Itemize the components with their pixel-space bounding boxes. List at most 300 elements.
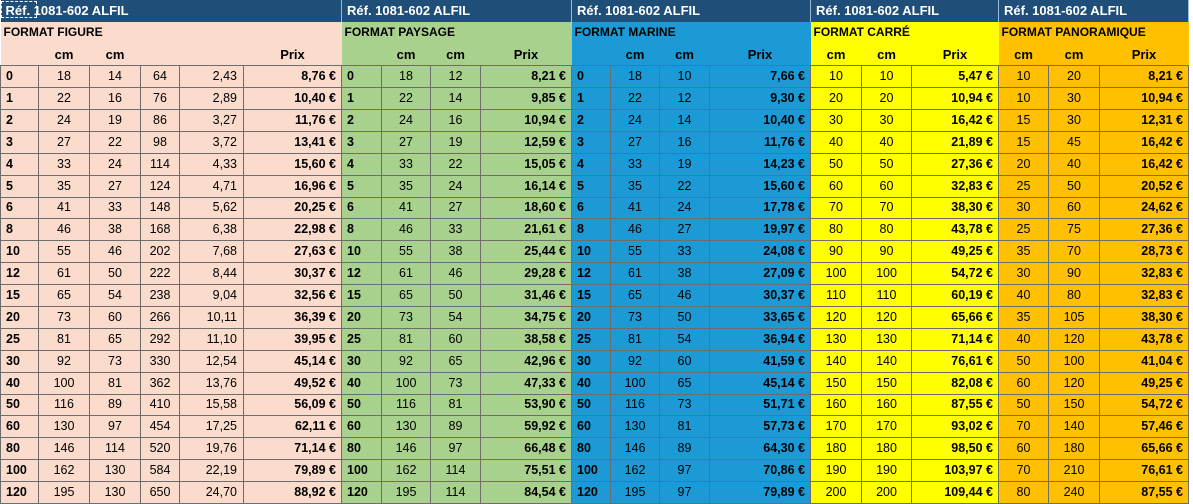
table-cell[interactable]: 30 xyxy=(811,109,862,131)
price-cell[interactable]: 103,97 € xyxy=(912,460,999,482)
table-cell[interactable]: 150 xyxy=(1049,394,1100,416)
table-cell[interactable]: 4,33 xyxy=(180,153,244,175)
price-cell[interactable]: 71,14 € xyxy=(244,438,342,460)
table-cell[interactable]: 4,71 xyxy=(180,175,244,197)
row-size-label[interactable]: 80 xyxy=(1,438,39,460)
price-cell[interactable]: 32,83 € xyxy=(1100,285,1189,307)
table-cell[interactable]: 200 xyxy=(811,482,862,504)
table-cell[interactable]: 520 xyxy=(141,438,180,460)
table-cell[interactable]: 10 xyxy=(660,66,710,88)
row-size-label[interactable]: 10 xyxy=(1,241,39,263)
price-cell[interactable]: 12,59 € xyxy=(481,131,572,153)
table-cell[interactable]: 70 xyxy=(862,197,912,219)
table-cell[interactable]: 80 xyxy=(811,219,862,241)
row-size-label[interactable]: 60 xyxy=(342,416,382,438)
table-cell[interactable]: 110 xyxy=(862,285,912,307)
table-cell[interactable]: 55 xyxy=(611,241,660,263)
table-cell[interactable]: 60 xyxy=(431,328,481,350)
price-cell[interactable]: 25,44 € xyxy=(481,241,572,263)
table-cell[interactable]: 180 xyxy=(1049,438,1100,460)
price-cell[interactable]: 43,78 € xyxy=(1100,328,1189,350)
table-cell[interactable]: 40 xyxy=(811,131,862,153)
table-cell[interactable]: 24 xyxy=(431,175,481,197)
price-cell[interactable]: 14,23 € xyxy=(710,153,811,175)
table-cell[interactable]: 7,68 xyxy=(180,241,244,263)
table-cell[interactable]: 100 xyxy=(39,372,90,394)
price-cell[interactable]: 20,52 € xyxy=(1100,175,1189,197)
price-cell[interactable]: 10,94 € xyxy=(481,109,572,131)
price-cell[interactable]: 79,89 € xyxy=(244,460,342,482)
row-size-label[interactable]: 100 xyxy=(572,460,611,482)
price-cell[interactable]: 12,31 € xyxy=(1100,109,1189,131)
table-cell[interactable]: 130 xyxy=(611,416,660,438)
table-cell[interactable]: 140 xyxy=(811,350,862,372)
price-cell[interactable]: 27,63 € xyxy=(244,241,342,263)
price-cell[interactable]: 76,61 € xyxy=(1100,460,1189,482)
column-header[interactable] xyxy=(342,44,382,66)
row-size-label[interactable]: 100 xyxy=(1,460,39,482)
table-cell[interactable]: 150 xyxy=(862,372,912,394)
table-cell[interactable]: 130 xyxy=(811,328,862,350)
table-cell[interactable]: 10 xyxy=(811,66,862,88)
row-size-label[interactable]: 2 xyxy=(572,109,611,131)
price-cell[interactable]: 75,51 € xyxy=(481,460,572,482)
row-size-label[interactable]: 40 xyxy=(1,372,39,394)
table-cell[interactable]: 70 xyxy=(1049,241,1100,263)
row-size-label[interactable]: 0 xyxy=(342,66,382,88)
column-header[interactable]: cm xyxy=(811,44,862,66)
table-cell[interactable]: 162 xyxy=(382,460,431,482)
row-size-label[interactable]: 12 xyxy=(342,263,382,285)
table-cell[interactable]: 61 xyxy=(39,263,90,285)
table-cell[interactable]: 27 xyxy=(660,219,710,241)
price-cell[interactable]: 53,90 € xyxy=(481,394,572,416)
price-cell[interactable]: 27,36 € xyxy=(912,153,999,175)
row-size-label[interactable]: 12 xyxy=(1,263,39,285)
table-cell[interactable]: 98 xyxy=(141,131,180,153)
table-cell[interactable]: 5,62 xyxy=(180,197,244,219)
row-size-label[interactable]: 2 xyxy=(342,109,382,131)
row-size-label[interactable]: 25 xyxy=(1,328,39,350)
table-cell[interactable]: 116 xyxy=(39,394,90,416)
price-cell[interactable]: 51,71 € xyxy=(710,394,811,416)
table-cell[interactable]: 202 xyxy=(141,241,180,263)
table-cell[interactable]: 120 xyxy=(862,306,912,328)
row-size-label[interactable]: 8 xyxy=(342,219,382,241)
table-cell[interactable]: 60 xyxy=(1049,197,1100,219)
table-cell[interactable]: 60 xyxy=(660,350,710,372)
price-cell[interactable]: 41,59 € xyxy=(710,350,811,372)
row-size-label[interactable]: 10 xyxy=(572,241,611,263)
table-cell[interactable]: 65 xyxy=(382,285,431,307)
table-cell[interactable]: 24,70 xyxy=(180,482,244,504)
table-cell[interactable]: 73 xyxy=(382,306,431,328)
table-cell[interactable]: 20 xyxy=(862,88,912,110)
table-cell[interactable]: 114 xyxy=(90,438,141,460)
price-cell[interactable]: 10,40 € xyxy=(710,109,811,131)
table-cell[interactable]: 16 xyxy=(90,88,141,110)
table-cell[interactable]: 40 xyxy=(862,131,912,153)
price-cell[interactable]: 32,83 € xyxy=(1100,263,1189,285)
table-cell[interactable]: 162 xyxy=(39,460,90,482)
row-size-label[interactable]: 15 xyxy=(572,285,611,307)
table-cell[interactable]: 200 xyxy=(862,482,912,504)
column-header[interactable]: cm xyxy=(660,44,710,66)
table-cell[interactable]: 146 xyxy=(611,438,660,460)
table-cell[interactable]: 46 xyxy=(382,219,431,241)
table-cell[interactable]: 33 xyxy=(90,197,141,219)
table-cell[interactable]: 170 xyxy=(862,416,912,438)
table-cell[interactable]: 10 xyxy=(999,66,1049,88)
table-cell[interactable]: 18 xyxy=(611,66,660,88)
table-cell[interactable]: 18 xyxy=(39,66,90,88)
price-cell[interactable]: 21,89 € xyxy=(912,131,999,153)
table-cell[interactable]: 22 xyxy=(660,175,710,197)
table-cell[interactable]: 100 xyxy=(811,263,862,285)
row-size-label[interactable]: 4 xyxy=(1,153,39,175)
table-cell[interactable]: 120 xyxy=(1049,372,1100,394)
column-header[interactable]: cm xyxy=(611,44,660,66)
price-cell[interactable]: 16,96 € xyxy=(244,175,342,197)
price-cell[interactable]: 88,92 € xyxy=(244,482,342,504)
price-cell[interactable]: 38,58 € xyxy=(481,328,572,350)
price-cell[interactable]: 15,60 € xyxy=(710,175,811,197)
row-size-label[interactable]: 20 xyxy=(1,306,39,328)
table-cell[interactable]: 140 xyxy=(862,350,912,372)
table-cell[interactable]: 35 xyxy=(382,175,431,197)
row-size-label[interactable]: 120 xyxy=(1,482,39,504)
table-cell[interactable]: 81 xyxy=(660,416,710,438)
row-size-label[interactable]: 5 xyxy=(1,175,39,197)
table-cell[interactable]: 54 xyxy=(90,285,141,307)
price-cell[interactable]: 15,60 € xyxy=(244,153,342,175)
price-cell[interactable]: 8,76 € xyxy=(244,66,342,88)
table-cell[interactable]: 16 xyxy=(660,131,710,153)
table-cell[interactable]: 50 xyxy=(999,350,1049,372)
price-cell[interactable]: 45,14 € xyxy=(244,350,342,372)
table-cell[interactable]: 130 xyxy=(862,328,912,350)
price-cell[interactable]: 10,94 € xyxy=(912,88,999,110)
table-cell[interactable]: 70 xyxy=(999,416,1049,438)
price-cell[interactable]: 15,05 € xyxy=(481,153,572,175)
table-cell[interactable]: 162 xyxy=(611,460,660,482)
table-cell[interactable]: 168 xyxy=(141,219,180,241)
row-size-label[interactable]: 1 xyxy=(1,88,39,110)
table-cell[interactable]: 30 xyxy=(1049,88,1100,110)
row-size-label[interactable]: 40 xyxy=(572,372,611,394)
table-cell[interactable]: 45 xyxy=(1049,131,1100,153)
table-cell[interactable]: 148 xyxy=(141,197,180,219)
row-size-label[interactable]: 50 xyxy=(572,394,611,416)
table-cell[interactable]: 100 xyxy=(611,372,660,394)
table-cell[interactable]: 100 xyxy=(1049,350,1100,372)
price-cell[interactable]: 18,60 € xyxy=(481,197,572,219)
column-header[interactable]: cm xyxy=(90,44,141,66)
price-cell[interactable]: 28,73 € xyxy=(1100,241,1189,263)
table-cell[interactable]: 20 xyxy=(1049,66,1100,88)
price-cell[interactable]: 9,85 € xyxy=(481,88,572,110)
row-size-label[interactable]: 6 xyxy=(572,197,611,219)
price-cell[interactable]: 21,61 € xyxy=(481,219,572,241)
table-cell[interactable]: 190 xyxy=(811,460,862,482)
price-cell[interactable]: 82,08 € xyxy=(912,372,999,394)
table-cell[interactable]: 73 xyxy=(90,350,141,372)
table-cell[interactable]: 292 xyxy=(141,328,180,350)
price-cell[interactable]: 39,95 € xyxy=(244,328,342,350)
price-cell[interactable]: 11,76 € xyxy=(244,109,342,131)
table-cell[interactable]: 60 xyxy=(90,306,141,328)
table-cell[interactable]: 46 xyxy=(611,219,660,241)
row-size-label[interactable]: 4 xyxy=(342,153,382,175)
table-cell[interactable]: 30 xyxy=(999,263,1049,285)
price-cell[interactable]: 36,94 € xyxy=(710,328,811,350)
table-cell[interactable]: 90 xyxy=(1049,263,1100,285)
price-cell[interactable]: 98,50 € xyxy=(912,438,999,460)
table-cell[interactable]: 266 xyxy=(141,306,180,328)
table-cell[interactable]: 19 xyxy=(660,153,710,175)
table-cell[interactable]: 80 xyxy=(999,482,1049,504)
table-cell[interactable]: 22 xyxy=(90,131,141,153)
table-cell[interactable]: 33 xyxy=(39,153,90,175)
table-cell[interactable]: 46 xyxy=(39,219,90,241)
reference-label-panoramique[interactable]: Réf. 1081-602 ALFIL xyxy=(999,0,1189,22)
table-cell[interactable]: 114 xyxy=(431,460,481,482)
table-cell[interactable]: 170 xyxy=(811,416,862,438)
table-cell[interactable]: 24 xyxy=(39,109,90,131)
table-cell[interactable]: 160 xyxy=(862,394,912,416)
table-cell[interactable]: 70 xyxy=(999,460,1049,482)
price-cell[interactable]: 57,46 € xyxy=(1100,416,1189,438)
column-header[interactable]: Prix xyxy=(912,44,999,66)
table-cell[interactable]: 97 xyxy=(90,416,141,438)
table-cell[interactable]: 97 xyxy=(660,460,710,482)
table-cell[interactable]: 130 xyxy=(90,482,141,504)
table-cell[interactable]: 35 xyxy=(999,241,1049,263)
table-cell[interactable]: 116 xyxy=(611,394,660,416)
price-cell[interactable]: 22,98 € xyxy=(244,219,342,241)
table-cell[interactable]: 14 xyxy=(90,66,141,88)
price-cell[interactable]: 54,72 € xyxy=(1100,394,1189,416)
table-cell[interactable]: 81 xyxy=(39,328,90,350)
row-size-label[interactable]: 4 xyxy=(572,153,611,175)
table-cell[interactable]: 33 xyxy=(660,241,710,263)
table-cell[interactable]: 80 xyxy=(1049,285,1100,307)
table-cell[interactable]: 10 xyxy=(999,88,1049,110)
format-label-marine[interactable]: FORMAT MARINE xyxy=(572,22,811,44)
price-cell[interactable]: 64,30 € xyxy=(710,438,811,460)
table-cell[interactable]: 222 xyxy=(141,263,180,285)
table-cell[interactable]: 61 xyxy=(382,263,431,285)
column-header[interactable]: cm xyxy=(999,44,1049,66)
table-cell[interactable]: 124 xyxy=(141,175,180,197)
format-label-paysage[interactable]: FORMAT PAYSAGE xyxy=(342,22,572,44)
price-cell[interactable]: 16,42 € xyxy=(1100,131,1189,153)
table-cell[interactable]: 2,43 xyxy=(180,66,244,88)
table-cell[interactable]: 195 xyxy=(39,482,90,504)
column-header[interactable]: Prix xyxy=(244,44,342,66)
format-label-carre[interactable]: FORMAT CARRÉ xyxy=(811,22,999,44)
table-cell[interactable]: 54 xyxy=(660,328,710,350)
table-cell[interactable]: 114 xyxy=(141,153,180,175)
row-size-label[interactable]: 6 xyxy=(342,197,382,219)
table-cell[interactable]: 30 xyxy=(999,197,1049,219)
price-cell[interactable]: 41,04 € xyxy=(1100,350,1189,372)
price-cell[interactable]: 87,55 € xyxy=(912,394,999,416)
price-cell[interactable]: 30,37 € xyxy=(244,263,342,285)
table-cell[interactable]: 14 xyxy=(660,109,710,131)
table-cell[interactable]: 38 xyxy=(660,263,710,285)
table-cell[interactable]: 22 xyxy=(382,88,431,110)
table-cell[interactable]: 35 xyxy=(999,306,1049,328)
table-cell[interactable]: 3,72 xyxy=(180,131,244,153)
row-size-label[interactable]: 12 xyxy=(572,263,611,285)
table-cell[interactable]: 454 xyxy=(141,416,180,438)
table-cell[interactable]: 195 xyxy=(611,482,660,504)
table-cell[interactable]: 410 xyxy=(141,394,180,416)
table-cell[interactable]: 12 xyxy=(431,66,481,88)
price-cell[interactable]: 49,25 € xyxy=(1100,372,1189,394)
table-cell[interactable]: 180 xyxy=(811,438,862,460)
price-cell[interactable]: 8,21 € xyxy=(481,66,572,88)
table-cell[interactable]: 65 xyxy=(611,285,660,307)
table-cell[interactable]: 22 xyxy=(611,88,660,110)
price-cell[interactable]: 7,66 € xyxy=(710,66,811,88)
table-cell[interactable]: 73 xyxy=(39,306,90,328)
table-cell[interactable]: 27 xyxy=(382,131,431,153)
row-size-label[interactable]: 60 xyxy=(572,416,611,438)
row-size-label[interactable]: 3 xyxy=(572,131,611,153)
price-cell[interactable]: 65,66 € xyxy=(912,306,999,328)
table-cell[interactable]: 89 xyxy=(90,394,141,416)
table-cell[interactable]: 25 xyxy=(999,219,1049,241)
table-cell[interactable]: 33 xyxy=(431,219,481,241)
table-cell[interactable]: 73 xyxy=(431,372,481,394)
table-cell[interactable]: 24 xyxy=(660,197,710,219)
table-cell[interactable]: 97 xyxy=(660,482,710,504)
table-cell[interactable]: 13,76 xyxy=(180,372,244,394)
column-header[interactable]: Prix xyxy=(481,44,572,66)
table-cell[interactable]: 33 xyxy=(382,153,431,175)
price-cell[interactable]: 36,39 € xyxy=(244,306,342,328)
row-size-label[interactable]: 0 xyxy=(572,66,611,88)
table-cell[interactable]: 81 xyxy=(90,372,141,394)
reference-label-paysage[interactable]: Réf. 1081-602 ALFIL xyxy=(342,0,572,22)
table-cell[interactable]: 70 xyxy=(811,197,862,219)
table-cell[interactable]: 195 xyxy=(382,482,431,504)
price-cell[interactable]: 34,75 € xyxy=(481,306,572,328)
table-cell[interactable]: 41 xyxy=(382,197,431,219)
table-cell[interactable]: 50 xyxy=(90,263,141,285)
table-cell[interactable]: 12 xyxy=(660,88,710,110)
table-cell[interactable]: 75 xyxy=(1049,219,1100,241)
table-cell[interactable]: 35 xyxy=(611,175,660,197)
table-cell[interactable]: 76 xyxy=(141,88,180,110)
price-cell[interactable]: 57,73 € xyxy=(710,416,811,438)
price-cell[interactable]: 38,30 € xyxy=(912,197,999,219)
table-cell[interactable]: 140 xyxy=(1049,416,1100,438)
row-size-label[interactable]: 1 xyxy=(572,88,611,110)
price-cell[interactable]: 54,72 € xyxy=(912,263,999,285)
table-cell[interactable]: 8,44 xyxy=(180,263,244,285)
table-cell[interactable]: 46 xyxy=(431,263,481,285)
table-cell[interactable]: 22 xyxy=(39,88,90,110)
row-size-label[interactable]: 15 xyxy=(1,285,39,307)
table-cell[interactable]: 10,11 xyxy=(180,306,244,328)
table-cell[interactable]: 15 xyxy=(999,109,1049,131)
row-size-label[interactable]: 3 xyxy=(1,131,39,153)
price-cell[interactable]: 93,02 € xyxy=(912,416,999,438)
price-cell[interactable]: 43,78 € xyxy=(912,219,999,241)
row-size-label[interactable]: 10 xyxy=(342,241,382,263)
table-cell[interactable]: 25 xyxy=(999,175,1049,197)
price-cell[interactable]: 109,44 € xyxy=(912,482,999,504)
price-cell[interactable]: 49,52 € xyxy=(244,372,342,394)
price-cell[interactable]: 11,76 € xyxy=(710,131,811,153)
price-cell[interactable]: 79,89 € xyxy=(710,482,811,504)
row-size-label[interactable]: 50 xyxy=(342,394,382,416)
table-cell[interactable]: 60 xyxy=(999,438,1049,460)
table-cell[interactable]: 65 xyxy=(39,285,90,307)
row-size-label[interactable]: 8 xyxy=(1,219,39,241)
table-cell[interactable]: 89 xyxy=(431,416,481,438)
row-size-label[interactable]: 8 xyxy=(572,219,611,241)
table-cell[interactable]: 61 xyxy=(611,263,660,285)
price-cell[interactable]: 47,33 € xyxy=(481,372,572,394)
row-size-label[interactable]: 30 xyxy=(1,350,39,372)
row-size-label[interactable]: 30 xyxy=(572,350,611,372)
table-cell[interactable]: 50 xyxy=(660,306,710,328)
price-cell[interactable]: 30,37 € xyxy=(710,285,811,307)
table-cell[interactable]: 41 xyxy=(39,197,90,219)
table-cell[interactable]: 81 xyxy=(431,394,481,416)
row-size-label[interactable]: 20 xyxy=(572,306,611,328)
price-cell[interactable]: 24,62 € xyxy=(1100,197,1189,219)
row-size-label[interactable]: 50 xyxy=(1,394,39,416)
table-cell[interactable]: 17,25 xyxy=(180,416,244,438)
table-cell[interactable]: 27 xyxy=(431,197,481,219)
table-cell[interactable]: 116 xyxy=(382,394,431,416)
table-cell[interactable]: 22 xyxy=(431,153,481,175)
price-cell[interactable]: 10,94 € xyxy=(1100,88,1189,110)
table-cell[interactable]: 15,58 xyxy=(180,394,244,416)
table-cell[interactable]: 19 xyxy=(431,131,481,153)
row-size-label[interactable]: 20 xyxy=(342,306,382,328)
price-cell[interactable]: 45,14 € xyxy=(710,372,811,394)
table-cell[interactable]: 60 xyxy=(811,175,862,197)
table-cell[interactable]: 105 xyxy=(1049,306,1100,328)
table-cell[interactable]: 73 xyxy=(660,394,710,416)
column-header[interactable]: cm xyxy=(431,44,481,66)
table-cell[interactable]: 19 xyxy=(90,109,141,131)
table-cell[interactable]: 60 xyxy=(999,372,1049,394)
table-cell[interactable]: 19,76 xyxy=(180,438,244,460)
row-size-label[interactable]: 15 xyxy=(342,285,382,307)
table-cell[interactable]: 110 xyxy=(811,285,862,307)
table-cell[interactable]: 146 xyxy=(39,438,90,460)
table-cell[interactable]: 20 xyxy=(999,153,1049,175)
price-cell[interactable]: 59,92 € xyxy=(481,416,572,438)
table-cell[interactable]: 9,04 xyxy=(180,285,244,307)
table-cell[interactable]: 6,38 xyxy=(180,219,244,241)
price-cell[interactable]: 27,09 € xyxy=(710,263,811,285)
table-cell[interactable]: 18 xyxy=(382,66,431,88)
table-cell[interactable]: 238 xyxy=(141,285,180,307)
table-cell[interactable]: 130 xyxy=(39,416,90,438)
price-cell[interactable]: 33,65 € xyxy=(710,306,811,328)
table-cell[interactable]: 11,10 xyxy=(180,328,244,350)
price-cell[interactable]: 60,19 € xyxy=(912,285,999,307)
column-header[interactable]: Prix xyxy=(710,44,811,66)
